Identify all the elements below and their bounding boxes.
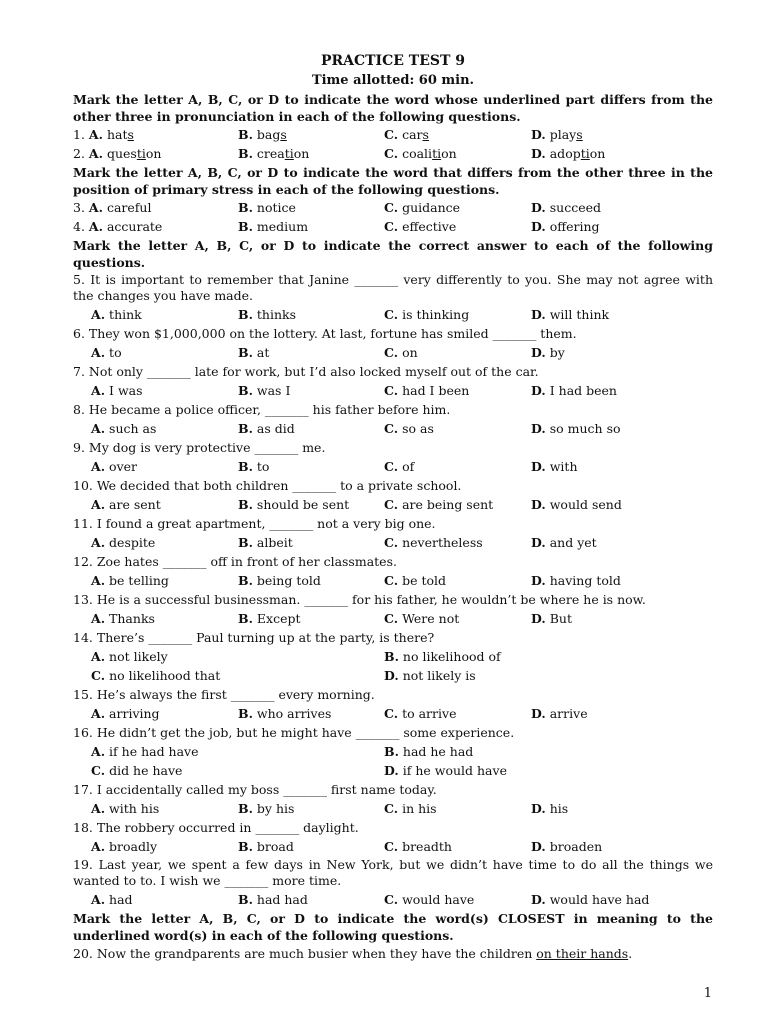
closest-meaning-instructions: Mark the letter A, B, C, or D to indicate the word(s) CLOSEST in meaning to the underlined word(s) in each of the following questions. [73,911,713,943]
q17-option-c: C. in his [384,801,437,816]
q1-option-b: B. bags [238,127,287,142]
question-11-stem: 11. I found a great apartment, _______ not a very big one. [73,516,436,531]
question-5-options [73,305,713,324]
q18-option-d: D. broaden [531,839,603,854]
question-15-options [73,704,713,723]
q7-option-c: C. had I been [384,383,470,398]
question-10-options [73,495,713,514]
q19-option-c: C. would have [384,892,475,907]
q2-option-a: 2. A. question [73,146,162,161]
q12-option-d: D. having told [531,573,621,588]
q6-option-d: D. by [531,345,565,360]
q3-option-a: 3. A. careful [73,200,152,215]
q13-option-a: A. Thanks [91,611,155,626]
question-6-options [73,343,713,362]
q11-option-c: C. nevertheless [384,535,483,550]
q9-option-a: A. over [91,459,138,474]
q12-option-a: A. be telling [91,573,169,588]
q18-option-a: A. broadly [91,839,158,854]
q11-option-b: B. albeit [238,535,293,550]
q15-option-a: A. arriving [91,706,160,721]
q18-option-b: B. broad [238,839,294,854]
q4-option-a: 4. A. accurate [73,219,163,234]
page-number: 1 [703,986,712,1001]
q4-option-c: C. effective [384,219,457,234]
q5-option-a: A. think [91,307,142,322]
question-4 [73,217,713,236]
q3-option-b: B. notice [238,200,296,215]
question-16-options-row2 [73,761,713,780]
q6-option-a: A. to [91,345,122,360]
question-10-stem: 10. We decided that both children _______ to a private school. [73,478,462,493]
q1-option-a: 1. A. hats [73,127,134,142]
q7-option-a: A. I was [91,383,143,398]
q10-option-b: B. should be sent [238,497,350,512]
q1-option-d: D. plays [531,127,583,142]
q14-option-b: B. no likelihood of [384,649,501,664]
q2-option-b: B. creation [238,146,310,161]
q14-option-c: C. no likelihood that [91,668,221,683]
question-19-options [73,890,713,909]
q4-option-b: B. medium [238,219,309,234]
question-7-options [73,381,713,400]
question-18-options [73,837,713,856]
question-14-options-row2 [73,666,713,685]
question-9-stem: 9. My dog is very protective _______ me. [73,440,326,455]
question-11-options [73,533,713,552]
question-19-stem: 19. Last year, we spent a few days in New York, but we didn’t have time to do all the things we wanted to to. I wish we _______ more time. [73,857,713,888]
q20-underlined-phrase: on their hands [536,946,629,961]
q19-option-d: D. would have had [531,892,650,907]
question-17-stem: 17. I accidentally called my boss _______ first name today. [73,782,437,797]
test-title: PRACTICE TEST 9 [320,53,466,69]
question-6-stem: 6. They won $1,000,000 on the lottery. At last, fortune has smiled _______ them. [73,326,577,341]
q4-option-d: D. offering [531,219,600,234]
pronunciation-instructions: Mark the letter A, B, C, or D to indicate the word whose underlined part differs from the other three in pronunciation in each of the following questions. [73,92,713,124]
q5-option-b: B. thinks [238,307,297,322]
question-18-stem: 18. The robbery occurred in _______ daylight. [73,820,359,835]
q7-option-b: B. was I [238,383,291,398]
question-7-stem: 7. Not only _______ late for work, but I’d also locked myself out of the car. [73,364,539,379]
q19-option-b: B. had had [238,892,308,907]
worksheet-page [73,52,713,963]
q14-option-a: A. not likely [91,649,168,664]
q1-option-c: C. cars [384,127,429,142]
q17-option-a: A. with his [91,801,160,816]
question-15-stem: 15. He’s always the first _______ every morning. [73,687,375,702]
question-3 [73,198,713,217]
question-17-options [73,799,713,818]
question-2 [73,144,713,163]
q15-option-c: C. to arrive [384,706,457,721]
question-1 [73,125,713,144]
question-8-stem: 8. He became a police officer, _______ his father before him. [73,402,451,417]
q18-option-c: C. breadth [384,839,452,854]
q3-option-c: C. guidance [384,200,461,215]
q10-option-d: D. would send [531,497,622,512]
q6-option-c: C. on [384,345,418,360]
q13-option-d: D. But [531,611,572,626]
question-13-options [73,609,713,628]
q2-option-d: D. adoption [531,146,606,161]
q8-option-b: B. as did [238,421,295,436]
q19-option-a: A. had [91,892,133,907]
q6-option-b: B. at [238,345,270,360]
q15-option-d: D. arrive [531,706,588,721]
q3-option-d: D. succeed [531,200,601,215]
q5-option-d: D. will think [531,307,610,322]
question-14-stem: 14. There’s _______ Paul turning up at the party, is there? [73,630,435,645]
q16-option-b: B. had he had [384,744,474,759]
question-14-options-row1 [73,647,713,666]
question-12-stem: 12. Zoe hates _______ off in front of her classmates. [73,554,397,569]
grammar-instructions: Mark the letter A, B, C, or D to indicate the correct answer to each of the following questions. [73,238,713,270]
question-5-stem: 5. It is important to remember that Janine _______ very differently to you. She may not agree with the changes you have made. [73,272,713,303]
q15-option-b: B. who arrives [238,706,332,721]
q9-option-d: D. with [531,459,578,474]
q17-option-d: D. his [531,801,569,816]
q16-option-c: C. did he have [91,763,183,778]
q9-option-c: C. of [384,459,415,474]
q5-option-c: C. is thinking [384,307,470,322]
q2-option-c: C. coalition [384,146,457,161]
question-16-stem: 16. He didn’t get the job, but he might have _______ some experience. [73,725,515,740]
question-12-options [73,571,713,590]
q14-option-d: D. not likely is [384,668,476,683]
q10-option-a: A. are sent [91,497,161,512]
q8-option-c: C. so as [384,421,434,436]
question-20-stem: 20. Now the grandparents are much busier when they have the children on their hands. [73,946,633,961]
q7-option-d: D. I had been [531,383,617,398]
q13-option-b: B. Except [238,611,301,626]
q16-option-a: A. if he had have [91,744,199,759]
q10-option-c: C. are being sent [384,497,494,512]
q16-option-d: D. if he would have [384,763,507,778]
time-allotted: Time allotted: 60 min. [311,73,475,88]
q8-option-a: A. such as [91,421,157,436]
question-16-options-row1 [73,742,713,761]
question-9-options [73,457,713,476]
q8-option-d: D. so much so [531,421,621,436]
q13-option-c: C. Were not [384,611,460,626]
question-8-options [73,419,713,438]
question-13-stem: 13. He is a successful businessman. _______ for his father, he wouldn’t be where he is now. [73,592,646,607]
q12-option-c: C. be told [384,573,446,588]
q17-option-b: B. by his [238,801,295,816]
stress-instructions: Mark the letter A, B, C, or D to indicate the word that differs from the other three in the position of primary stress in each of the following questions. [73,165,713,197]
q12-option-b: B. being told [238,573,321,588]
q11-option-d: D. and yet [531,535,597,550]
q11-option-a: A. despite [91,535,156,550]
q9-option-b: B. to [238,459,270,474]
